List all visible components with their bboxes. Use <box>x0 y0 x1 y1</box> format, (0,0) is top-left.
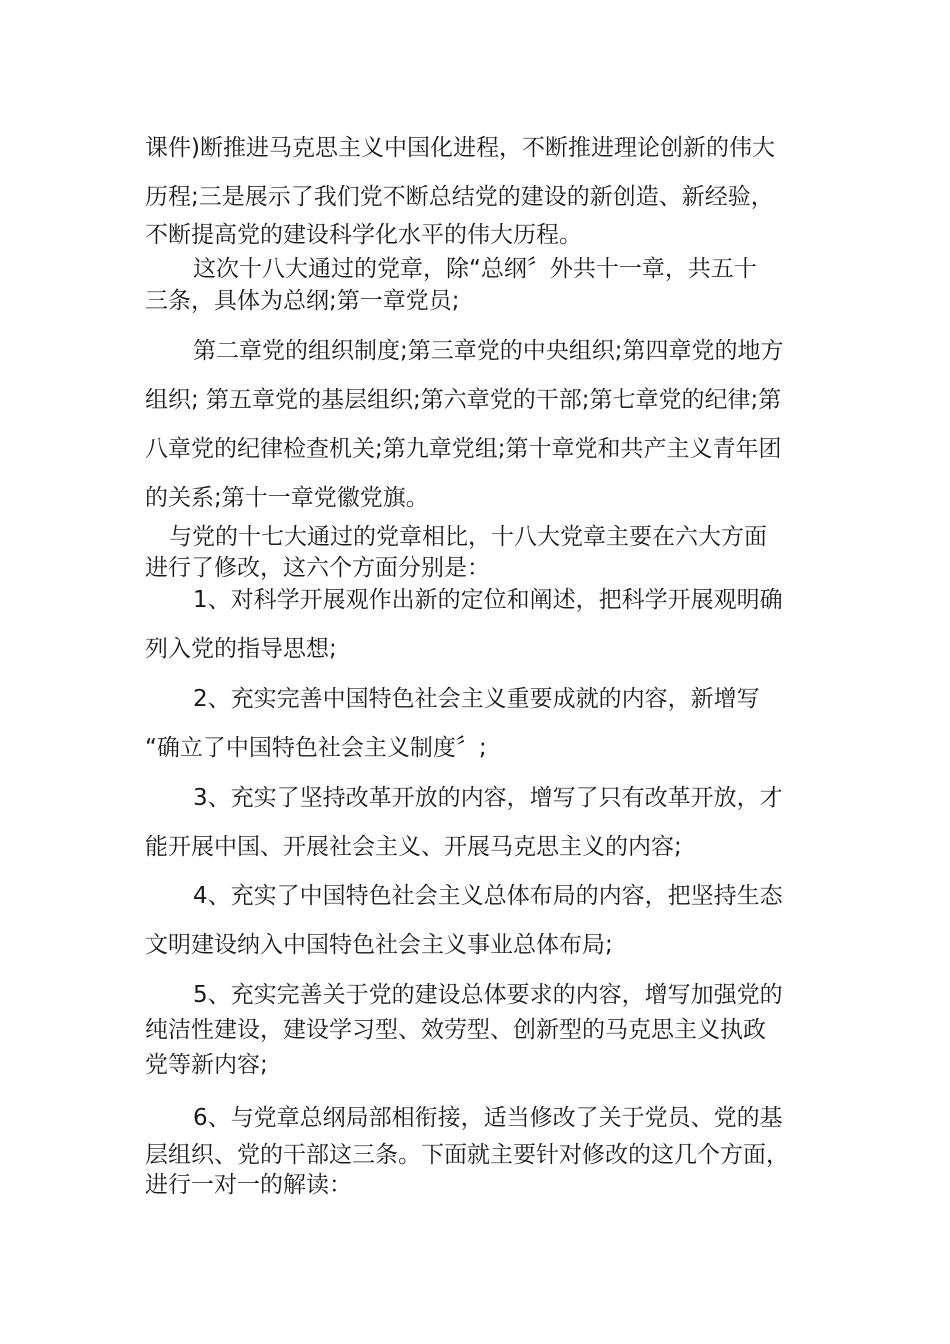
text-line: 5、充实完善关于党的建设总体要求的内容，增写加强党的 <box>193 982 783 1008</box>
text-line: 进行了修改，这六个方面分别是： <box>145 555 490 581</box>
text-line: 6、与党章总纲局部相衔接，适当修改了关于党员、党的基 <box>193 1105 783 1131</box>
text-line: 党等新内容; <box>145 1052 268 1078</box>
text-line: 组织; 第五章党的基层组织;第六章党的干部;第七章党的纪律;第 <box>145 387 782 413</box>
text-line: 与党的十七大通过的党章相比，十八大党章主要在六大方面 <box>169 524 767 550</box>
text-line: 三条，具体为总纲;第一章党员; <box>145 288 460 314</box>
text-line: 这次十八大通过的党章，除“总纲〞外共十一章，共五十 <box>193 256 757 282</box>
text-line: 2、充实完善中国特色社会主义重要成就的内容，新增写 <box>193 686 760 712</box>
text-line: 4、充实了中国特色社会主义总体布局的内容，把坚持生态 <box>193 883 783 909</box>
text-line: 进行一对一的解读： <box>145 1172 352 1198</box>
text-line: 纯洁性建设，建设学习型、效劳型、创新型的马克思主义执政 <box>145 1017 766 1043</box>
text-line: 第二章党的组织制度;第三章党的中央组织;第四章党的地方 <box>193 338 784 364</box>
text-line: 八章党的纪律检查机关;第九章党组;第十章党和共产主义青年团 <box>145 436 782 462</box>
text-line: 不断提高党的建设科学化水平的伟大历程。 <box>145 222 582 248</box>
text-line: “确立了中国特色社会主义制度〞; <box>145 735 487 761</box>
text-line: 1、对科学开展观作出新的定位和阐述，把科学开展观明确 <box>193 587 783 613</box>
text-line: 能开展中国、开展社会主义、开展马克思主义的内容; <box>145 834 682 860</box>
text-line: 3、充实了坚持改革开放的内容，增写了只有改革开放，才 <box>193 785 783 811</box>
text-line: 的关系;第十一章党徽党旗。 <box>145 485 429 511</box>
text-line: 文明建设纳入中国特色社会主义事业总体布局; <box>145 932 613 958</box>
text-line: 课件)断推进马克思主义中国化进程，不断推进理论创新的伟大 <box>145 135 775 161</box>
text-line: 历程;三是展示了我们党不断总结党的建设的新创造、新经验， <box>145 184 774 210</box>
text-line: 层组织、党的干部这三条。下面就主要针对修改的这几个方面， <box>145 1142 789 1168</box>
text-line: 列入党的指导思想; <box>145 636 337 662</box>
